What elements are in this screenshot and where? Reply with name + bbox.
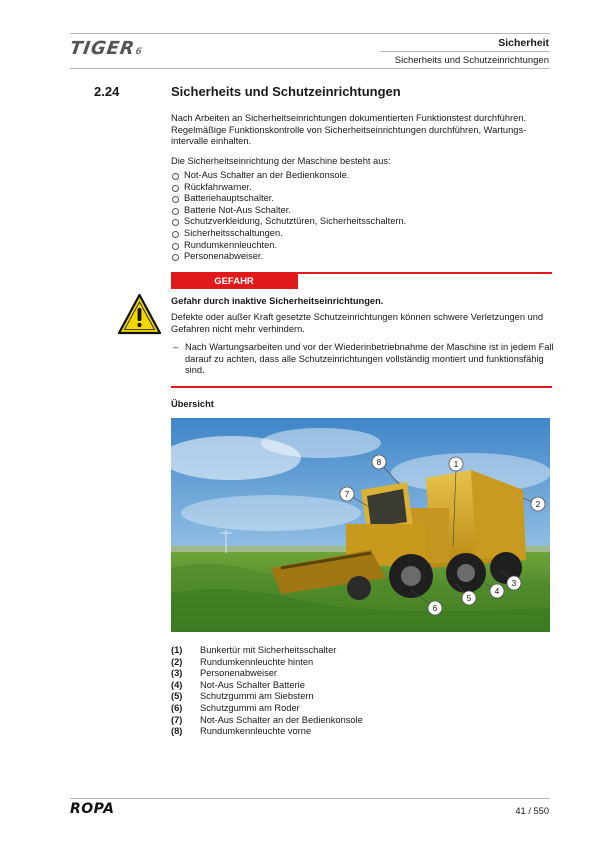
intro-paragraph: Nach Arbeiten an Sicherheitseinrichtungen dokumentierten Funktionstest durchführen. Regelmäßige Funktionskontrolle von Sicherheitseinrichtungen durchführen, Wartungs-intervalle einhalten. xyxy=(171,113,527,147)
list-item: Personenabweiser. xyxy=(171,251,406,263)
header-title: Sicherheit xyxy=(498,37,549,49)
danger-divider xyxy=(297,274,298,289)
warning-triangle-icon xyxy=(117,293,162,335)
danger-instruction-text: Nach Wartungsarbeiten und vor der Wiederinbetriebnahme der Maschine ist in jedem Fall darauf zu achten, dass alle Schutzeinrichtungen vollständig montiert und funktionsfähig sind. xyxy=(185,342,554,376)
legend-number: (6) xyxy=(171,702,183,713)
section-title: Sicherheits und Schutzeinrichtungen xyxy=(171,84,401,99)
legend-number: (2) xyxy=(171,656,183,667)
list-item: Schutzverkleidung, Schutztüren, Sicherheitsschaltern. xyxy=(171,216,406,228)
legend-row xyxy=(171,680,363,692)
list-item: Batterie Not-Aus Schalter. xyxy=(171,205,406,217)
list-item: Batteriehauptschalter. xyxy=(171,193,406,205)
legend-text: Schutzgummi am Siebstern xyxy=(200,691,314,702)
list-item: Rückfahrwarner. xyxy=(171,182,406,194)
legend-text: Schutzgummi am Roder xyxy=(200,702,300,713)
callout-label-4: 4 xyxy=(494,587,500,596)
danger-text: Defekte oder außer Kraft gesetzte Schutzeinrichtungen können schwere Verletzungen und Gefahren nicht mehr verhindern. xyxy=(171,312,544,334)
list-item: Sicherheitsschaltungen. xyxy=(171,228,406,240)
header-bottom-rule xyxy=(70,68,550,69)
callout-label-6: 6 xyxy=(432,604,438,613)
legend-text: Not-Aus Schalter an der Bedienkonsole xyxy=(200,714,363,725)
legend-row xyxy=(171,668,363,680)
callout-label-8: 8 xyxy=(376,458,382,467)
logo-sub: 6 xyxy=(134,47,144,57)
dash-marker: – xyxy=(173,342,179,352)
legend-text: Not-Aus Schalter Batterie xyxy=(200,679,305,690)
legend-number: (1) xyxy=(171,645,183,655)
section-number: 2.24 xyxy=(94,84,120,99)
legend-row xyxy=(171,691,363,703)
header-top-rule xyxy=(70,33,550,34)
harvester-photo xyxy=(171,418,550,632)
footer-rule xyxy=(70,798,550,799)
danger-instruction xyxy=(171,342,555,377)
callout-label-1: 1 xyxy=(453,460,459,469)
legend-text: Personenabweiser xyxy=(200,668,278,679)
legend-row xyxy=(171,703,363,715)
legend-row xyxy=(171,715,363,727)
legend-row xyxy=(171,657,363,669)
callout-label-2: 2 xyxy=(535,500,541,509)
tiger-logo xyxy=(69,38,145,59)
legend-text: Rundumkennleuchte vorne xyxy=(200,726,312,737)
danger-bottom-rule xyxy=(171,386,552,388)
callout-label-5: 5 xyxy=(466,594,472,603)
photo-legend xyxy=(171,645,363,738)
legend-text: Bunkertür mit Sicherheitsschalter xyxy=(200,645,337,655)
lead-paragraph: Die Sicherheitseinrichtung der Maschine besteht aus: xyxy=(171,156,391,166)
legend-number: (5) xyxy=(171,691,183,702)
safety-device-list xyxy=(171,170,406,263)
page-number: 41 / 550 xyxy=(515,806,549,816)
header-subtitle: Sicherheits und Schutzeinrichtungen xyxy=(394,55,549,66)
legend-number: (3) xyxy=(171,668,183,679)
danger-heading: Gefahr durch inaktive Sicherheitseinrichtungen. xyxy=(171,296,384,306)
legend-text: Rundumkennleuchte hinten xyxy=(200,656,314,667)
legend-number: (4) xyxy=(171,679,183,690)
logo-text: TIGER xyxy=(68,38,137,59)
overview-heading: Übersicht xyxy=(171,399,214,409)
legend-number: (8) xyxy=(171,726,183,737)
callout-label-3: 3 xyxy=(511,579,517,588)
legend-number: (7) xyxy=(171,714,183,725)
legend-row xyxy=(171,645,363,657)
list-item: Not-Aus Schalter an der Bedienkonsole. xyxy=(171,170,406,182)
callout-label-7: 7 xyxy=(344,490,350,499)
header-mid-rule xyxy=(380,51,550,52)
list-item: Rundumkennleuchten. xyxy=(171,240,406,252)
ropa-logo: ROPA xyxy=(70,801,115,817)
legend-row xyxy=(171,726,363,738)
danger-label: GEFAHR xyxy=(171,274,297,289)
